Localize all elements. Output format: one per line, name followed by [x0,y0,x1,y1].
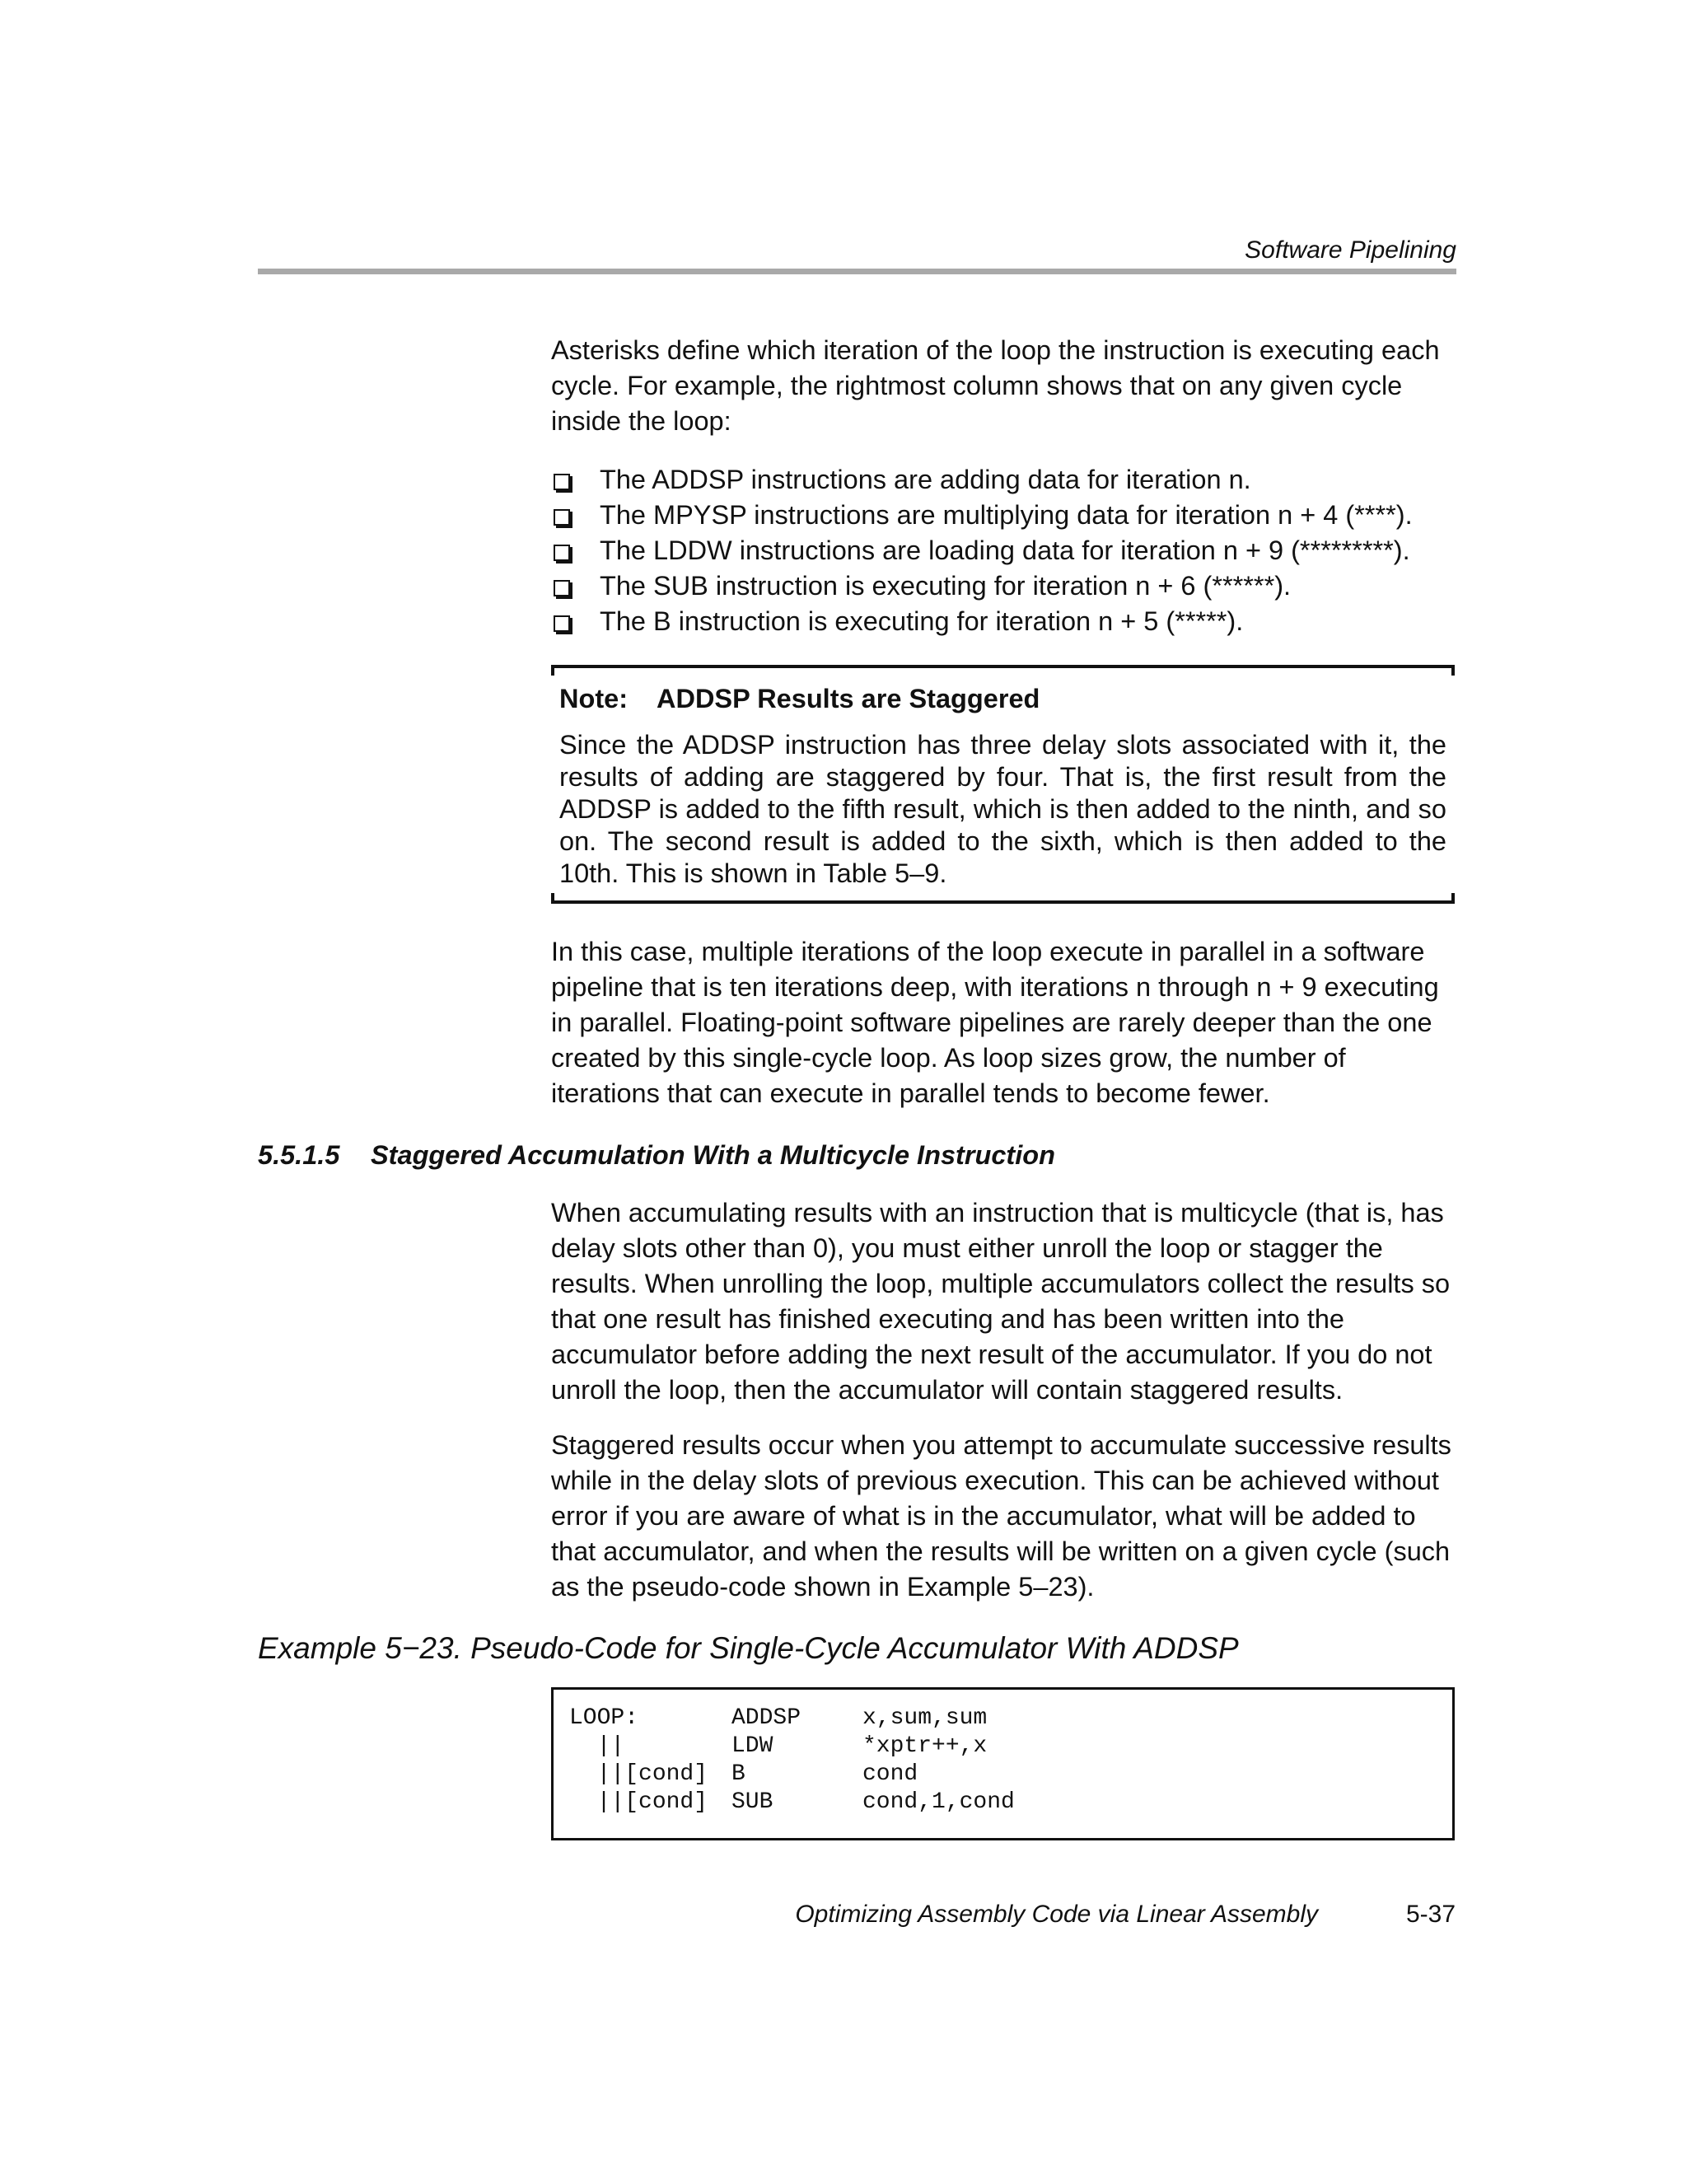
section-heading [258,1140,1055,1171]
code-label: ||[cond] [569,1761,708,1787]
section-paragraph-1: When accumulating results with an instruction that is multicycle (that is, has delay slots other than 0), you must either unroll the loop or stagger the results. When unrolling the loop, multiple accumulators collect the results so that one result has finished executing and has been written into the accumulator before adding the next result of the accumulator. If you do not unroll the loop, then the accumulator will contain staggered results. [551,1198,1451,1405]
code-op: B [731,1761,745,1787]
code-args: x,sum,sum [862,1705,988,1731]
code-args: cond [862,1761,918,1787]
note-text: Since the ADDSP instruction has three delay slots associated with it, the results of adding are staggered by four. That is, the first result from the ADDSP is added to the fifth result, which is then added to the ninth, and so on. The second result is added to the sixth, which is then added to the 10th. This is shown in Table 5–9. [559,730,1446,888]
code-args: *xptr++,x [862,1733,988,1759]
note-box [551,665,1455,904]
list-item-text: The LDDW instructions are loading data for iteration n + 9 (*********). [600,535,1410,565]
list-item-text: The ADDSP instructions are adding data for iteration n. [600,465,1251,494]
header-rule [258,269,1456,274]
list-item [551,568,1458,604]
code-op: ADDSP [731,1705,801,1731]
list-item-text: The SUB instruction is executing for iteration n + 6 (******). [600,571,1292,601]
list-item [551,604,1458,639]
list-item-text: The B instruction is executing for iteration n + 5 (*****). [600,606,1244,636]
list-item [551,462,1458,498]
section-paragraph-2: Staggered results occur when you attempt to accumulate successive results while in the delay slots of previous execution. This can be achieved without error if you are aware of what is in the accumulator, what will be added to that accumulator, and when the results will be written on a given cycle (such as the pseudo-code shown in Example 5–23). [551,1430,1451,1602]
page-number: 5-37 [1405,1901,1456,1928]
checkbox-bullet-icon [554,545,570,561]
code-line [569,1789,1015,1817]
code-label: LOOP: [569,1705,639,1731]
note-top-rule [551,665,1455,668]
code-line [569,1705,1015,1733]
code-label: || [569,1733,625,1759]
checkbox-bullet-icon [554,509,570,526]
note-heading [559,681,1040,717]
list-item-text: The MPYSP instructions are multiplying data for iteration n + 4 (****). [600,500,1413,530]
note-title: ADDSP Results are Staggered [657,684,1040,713]
example-title: Example 5−23. Pseudo-Code for Single-Cycle Accumulator With ADDSP [258,1631,1239,1665]
running-header-title: Software Pipelining [1245,236,1456,264]
code-block [551,1687,1455,1840]
checkbox-bullet-icon [554,615,570,632]
code-line [569,1733,1015,1761]
checkbox-bullet-icon [554,580,570,596]
intro-paragraph: Asterisks define which iteration of the loop the instruction is executing each cycle. For example, the rightmost column shows that on any given cycle inside the loop: [551,335,1440,436]
list-item [551,533,1458,568]
note-label: Note: [559,684,629,713]
checkbox-bullet-icon [554,474,570,490]
code-label: ||[cond] [569,1789,708,1815]
bullet-list [551,462,1458,639]
code-op: LDW [731,1733,773,1759]
code-table [569,1705,1015,1817]
note-bottom-rule [551,900,1455,904]
list-item [551,498,1458,533]
code-op: SUB [731,1789,773,1815]
section-number: 5.5.1.5 [258,1140,340,1170]
footer-title: Optimizing Assembly Code via Linear Assembly [795,1901,1318,1928]
code-line [569,1761,1015,1789]
section-title: Staggered Accumulation With a Multicycle Instruction [371,1140,1055,1170]
pipeline-paragraph: In this case, multiple iterations of the loop execute in parallel in a software pipeline that is ten iterations deep, with iterations n through n + 9 executing in parallel. Floating-point software pipelines are rarely deeper than the one created by this single-cycle loop. As loop sizes grow, the number of iterations that can execute in parallel tends to become fewer. [551,937,1439,1108]
code-args: cond,1,cond [862,1789,1015,1815]
